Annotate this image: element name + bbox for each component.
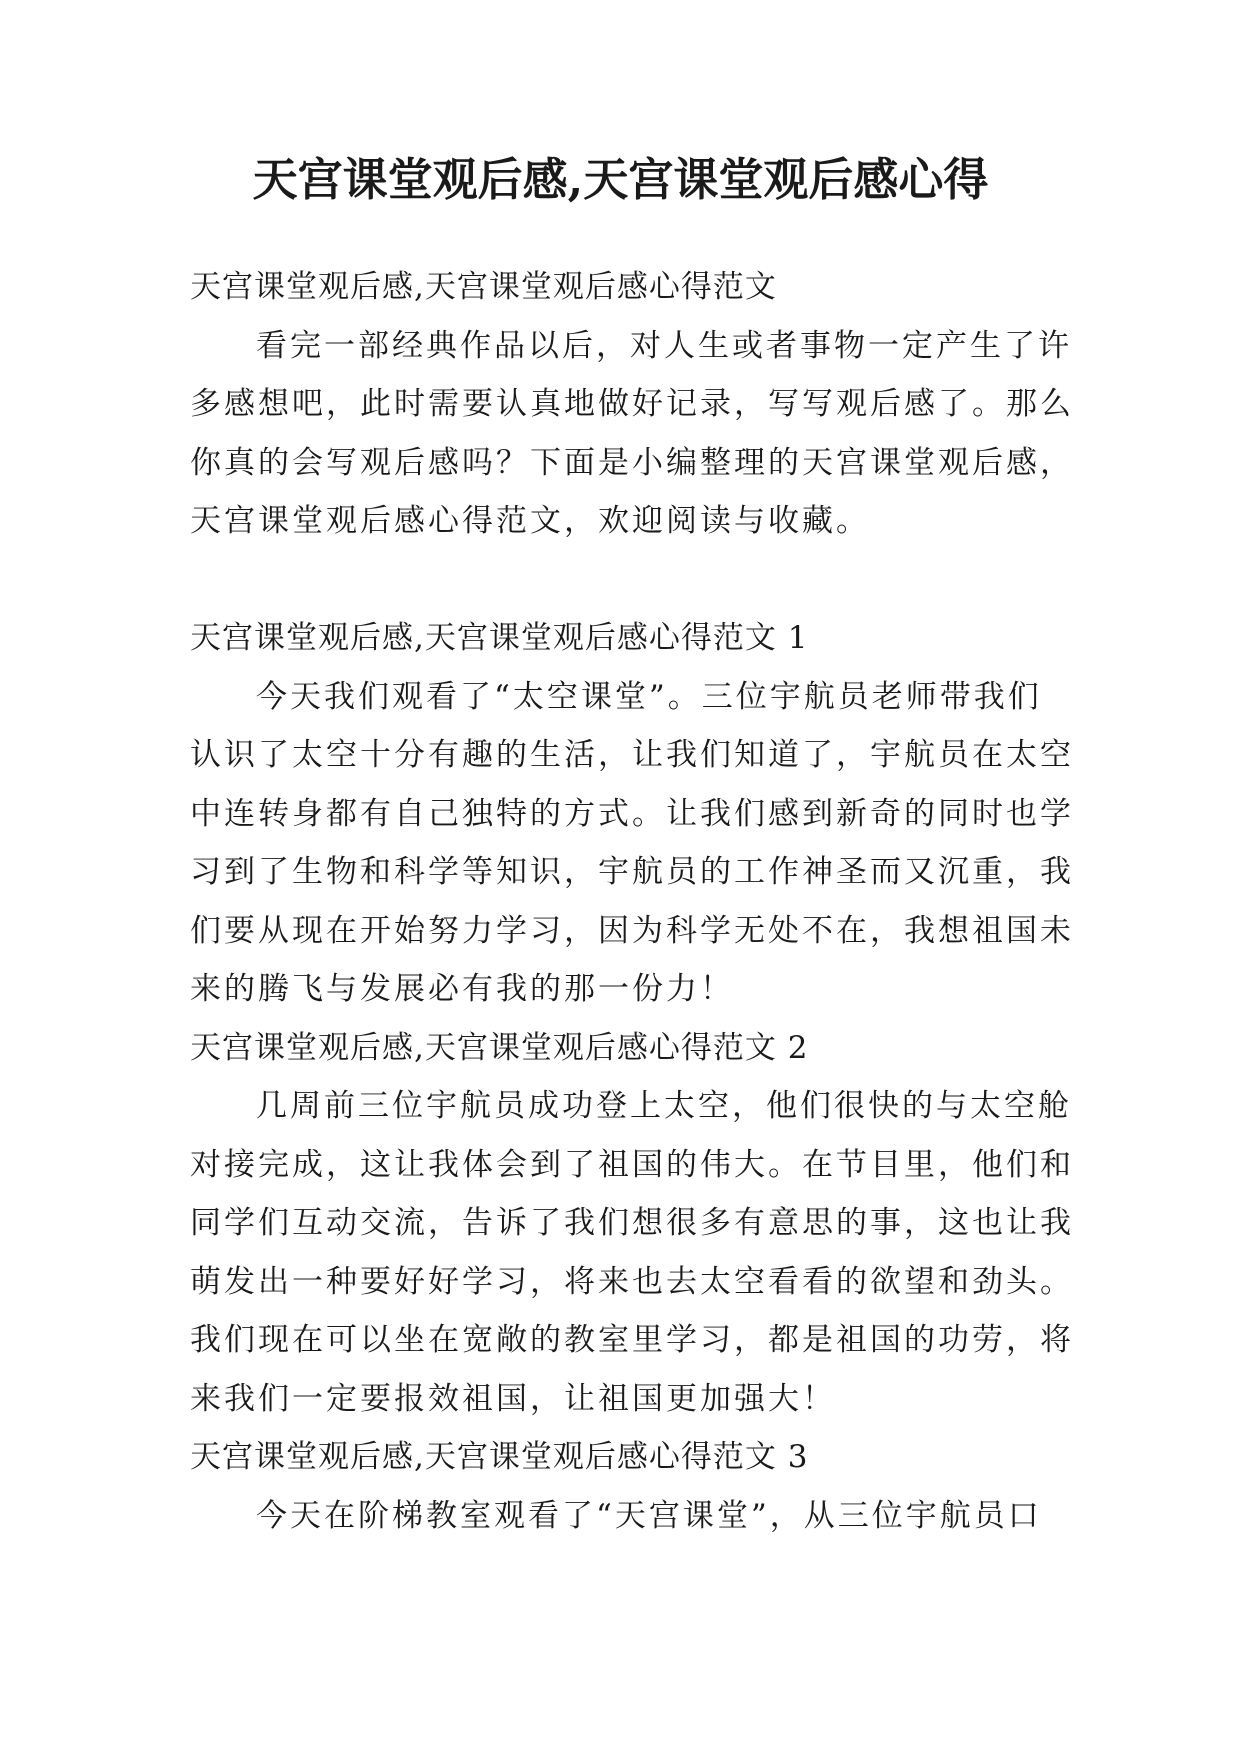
section-2-line: 来我们一定要报效祖国，让祖国更加强大！: [190, 1380, 836, 1417]
section-1-line: 今天我们观看了“太空课堂”。三位宇航员老师带我们: [256, 678, 1042, 715]
section-heading-2: 天宫课堂观后感,天宫课堂观后感心得范文 2: [190, 1029, 809, 1066]
section-1-line: 认识了太空十分有趣的生活，让我们知道了，宇航员在太空: [190, 737, 1074, 773]
intro-line: 多感想吧，此时需要认真地做好记录，写写观后感了。那么: [190, 386, 1074, 422]
section-3-line: 今天在阶梯教室观看了“天宫课堂”，从三位宇航员口: [256, 1497, 1042, 1534]
paragraph-gap: [190, 551, 1050, 610]
intro-heading: 天宫课堂观后感,天宫课堂观后感心得范文: [190, 269, 777, 305]
intro-line: 你真的会写观后感吗？下面是小编整理的天宫课堂观后感，: [190, 444, 1074, 481]
section-1-line: 们要从现在开始努力学习，因为科学无处不在，我想祖国未: [190, 912, 1074, 949]
document-title: 天宫课堂观后感,天宫课堂观后感心得: [252, 153, 989, 206]
section-1-line: 习到了生物和科学等知识，宇航员的工作神圣而又沉重，我: [190, 854, 1074, 890]
section-1-line: 来的腾飞与发展必有我的那一份力！: [190, 971, 734, 1007]
section-heading-1: 天宫课堂观后感,天宫课堂观后感心得范文 1: [190, 620, 809, 656]
section-2-line: 同学们互动交流，告诉了我们想很多有意思的事，这也让我: [190, 1205, 1074, 1241]
section-heading-3: 天宫课堂观后感,天宫课堂观后感心得范文 3: [190, 1439, 809, 1475]
section-2-line: 我们现在可以坐在宽敞的教室里学习，都是祖国的功劳，将: [190, 1322, 1074, 1358]
section-2-line: 几周前三位宇航员成功登上太空，他们很快的与太空舱: [256, 1088, 1072, 1124]
section-2-line: 萌发出一种要好好学习，将来也去太空看看的欲望和劲头。: [190, 1263, 1074, 1300]
intro-line: 看完一部经典作品以后，对人生或者事物一定产生了许: [256, 327, 1072, 364]
intro-line: 天宫课堂观后感心得范文，欢迎阅读与收藏。: [190, 503, 870, 539]
section-1-line: 中连转身都有自己独特的方式。让我们感到新奇的同时也学: [190, 795, 1074, 832]
section-2-line: 对接完成，这让我体会到了祖国的伟大。在节目里，他们和: [190, 1146, 1074, 1183]
document-body: [190, 258, 1074, 1545]
